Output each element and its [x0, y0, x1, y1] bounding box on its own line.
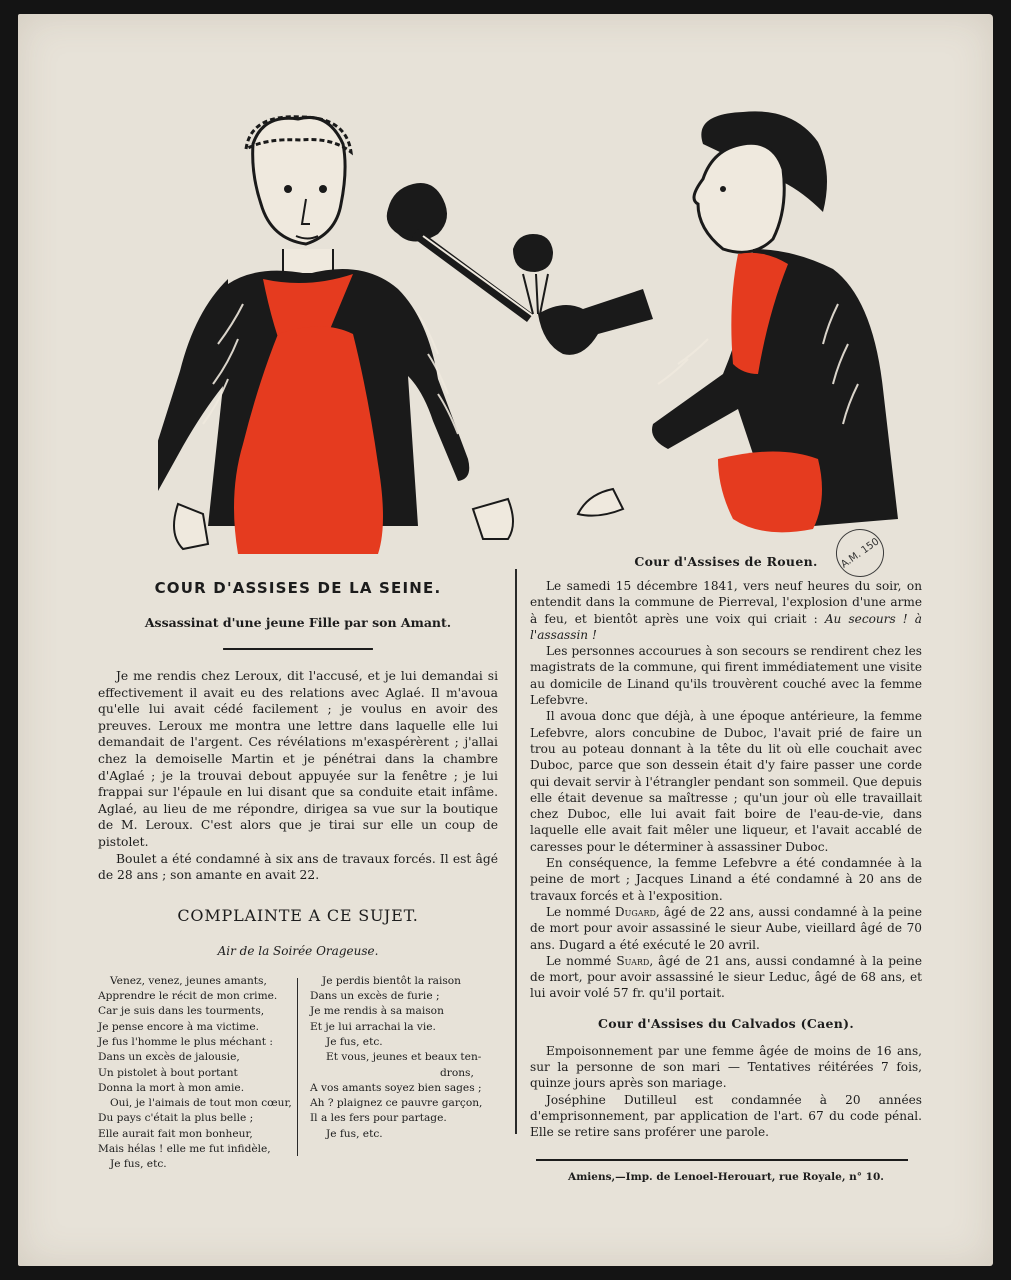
verse-refrain: Je fus, etc. [326, 1127, 383, 1140]
verse-line: Mais hélas ! elle me fut infidèle, [98, 1142, 271, 1155]
suard-text: Le nommé [546, 953, 617, 968]
seine-subtitle: Assassinat d'une jeune Fille par son Amant. [144, 615, 452, 630]
rouen-heading: Cour d'Assises de Rouen. [634, 554, 818, 569]
song-verses [98, 974, 498, 1171]
verse-line: Car je suis dans les tourments, [98, 1005, 265, 1018]
verse-line: Je perdis bientôt la raison [322, 974, 461, 987]
verse-line: Je fus l'homme le plus méchant : [98, 1035, 273, 1048]
verse-line: Dans un excès de furie ; [310, 990, 440, 1003]
seine-paragraph: Je me rendis chez Leroux, dit l'accusé, et je lui demandai si effectivement il avait eu des relations avec Aglaé. Il m'avoua qu'elle lui avait cédé facilement ; je voulus en avoir des preuves. Leroux me montra une lettre dans laquelle elle lui demandait de l'argent. Ces révélations m'exaspérèrent ; j'allai chez la demoiselle Martin et je pénétrai dans la chambre d'Aglaé ; je la trouvai debout appuyée sur la fenêtre ; je lui frappai sur l'épaule en lui disant que sa conduite etait infâme. Aglaé, au lieu de me répondre, dirigea sa vue sur la boutique de M. Leroux. C'est alors que je tirai sur elle un coup de pistolet. [98, 669, 498, 849]
rouen-text: Le samedi 15 décembre 1841, vers neuf heures du soir, on entendit dans la commune de Pierreval, l'explosion d'une arme à feu, et bientôt après une voix qui criait : [530, 579, 922, 626]
verse-line: Du pays c'était la plus belle ; [98, 1112, 254, 1125]
verse-line: Oui, je l'aimais de tout mon cœur, [110, 1097, 292, 1110]
rouen-paragraph: En conséquence, la femme Lefebvre a été condamnée à la peine de mort ; Jacques Linand a été condamné à 20 ans de travaux forcés et à l'exposition. [530, 856, 922, 903]
verse-line: Apprendre le récit de mon crime. [98, 990, 278, 1003]
rouen-paragraph: Les personnes accourues à son secours se rendirent chez les magistrats de la commune, qui firent immédiatement une visite au domicile de Linand qu'ils trouvèrent couché avec la femme Lefebvre. [530, 644, 922, 708]
suard-paragraph [530, 953, 922, 1002]
verse-line: Et je lui arrachai la vie. [310, 1020, 436, 1033]
library-stamp: A.M. 150 [827, 520, 894, 587]
verse-line: Ah ? plaignez ce pauvre garçon, [310, 1097, 483, 1110]
verse-line: Un pistolet à bout portant [98, 1066, 238, 1079]
man-figure [538, 111, 898, 532]
left-column [98, 569, 498, 1171]
suard-name: Suard [616, 953, 650, 968]
dugard-name: Dugard [614, 904, 656, 919]
pistol-smoke [387, 183, 553, 322]
woodcut-illustration [158, 104, 898, 564]
verse-separator [297, 978, 298, 1156]
broadsheet-page [18, 14, 993, 1266]
verse-two [310, 974, 500, 1142]
song-air: Air de la Soirée Orageuse. [217, 943, 379, 958]
song-title: COMPLAINTE A CE SUJET. [177, 905, 419, 925]
rouen-cry: Au secours ! à l'assassin ! [530, 611, 922, 642]
column-divider [515, 569, 517, 1134]
verse-line: Donna la mort à mon amie. [98, 1081, 245, 1094]
caen-heading: Cour d'Assises du Calvados (Caen). [597, 1015, 855, 1031]
verse-line: Et vous, jeunes et beaux ten- [326, 1051, 482, 1064]
caen-paragraph: Joséphine Dutilleul est condamnée à 20 années d'emprisonnement, par application de l'art. 67 du code pénal. Elle se retire sans proférer une parole. [530, 1092, 922, 1140]
caen-paragraph: Empoisonnement par une femme âgée de moins de 16 ans, sur la personne de son mari — Tentatives réitérées 7 fois, quinze jours après son mariage. [530, 1043, 922, 1091]
verse-line: drons, [440, 1066, 474, 1079]
verse-line: Je me rendis à sa maison [310, 1005, 444, 1018]
dugard-text: , âgé de 22 ans, aussi condamné à la peine de mort pour avoir assassiné le sieur Aube, vieillard âgé de 70 ans. Dugard a été exécuté le 20 avril. [530, 904, 922, 952]
woman-figure [158, 117, 513, 554]
rouen-paragraph: Il avoua donc que déjà, à une époque antérieure, la femme Lefebvre, alors concubine de Duboc, l'avait prié de faire un trou au poteau donnant à la tête du lit où elle couchait avec Duboc, parce que son dessein était d'y faire passer une corde qui devait servir à l'étrangler pendant son sommeil. Que depuis elle était devenue sa maîtresse ; qu'un jour où elle travaillait chez Duboc, elle lui avait fait boire de l'eau-de-vie, dans laquelle elle avait fait mêler une liqueur, et l'avait accablé de caresses pour le déterminer à assassiner Duboc. [530, 709, 922, 854]
verse-line: Je pense encore à ma victime. [98, 1020, 259, 1033]
printer-imprint: Amiens,—Imp. de Lenoel-Herouart, rue Royale, n° 10. [568, 1170, 884, 1183]
verse-refrain: Je fus, etc. [110, 1158, 167, 1171]
verse-refrain: Je fus, etc. [326, 1035, 383, 1048]
verse-line: Il a les fers pour partage. [310, 1112, 447, 1125]
seine-paragraph: Boulet a été condamné à six ans de travaux forcés. Il est âgé de 28 ans ; son amante en avait 22. [98, 851, 498, 883]
ornamental-rule [223, 647, 373, 651]
footer-rule [536, 1159, 908, 1161]
rouen-paragraph [530, 578, 922, 643]
dugard-paragraph [530, 904, 922, 953]
seine-heading: COUR D'ASSISES DE LA SEINE. [154, 579, 442, 597]
rouen-article [530, 578, 922, 1002]
seine-article [98, 668, 498, 884]
verse-one [98, 974, 292, 1173]
verse-line: Dans un excès de jalousie, [98, 1051, 240, 1064]
suard-text: , âgé de 21 ans, aussi condamné à la peine de mort, pour avoir assassiné le sieur Leduc, âgé de 68 ans, et lui avoir volé 57 fr. qu'il portait. [530, 953, 922, 1001]
right-column [530, 554, 922, 1183]
caen-article [530, 1043, 922, 1141]
verse-line: Venez, venez, jeunes amants, [110, 974, 267, 987]
verse-line: A vos amants soyez bien sages ; [310, 1081, 482, 1094]
verse-line: Elle aurait fait mon bonheur, [98, 1127, 253, 1140]
dugard-text: Le nommé [546, 904, 615, 919]
